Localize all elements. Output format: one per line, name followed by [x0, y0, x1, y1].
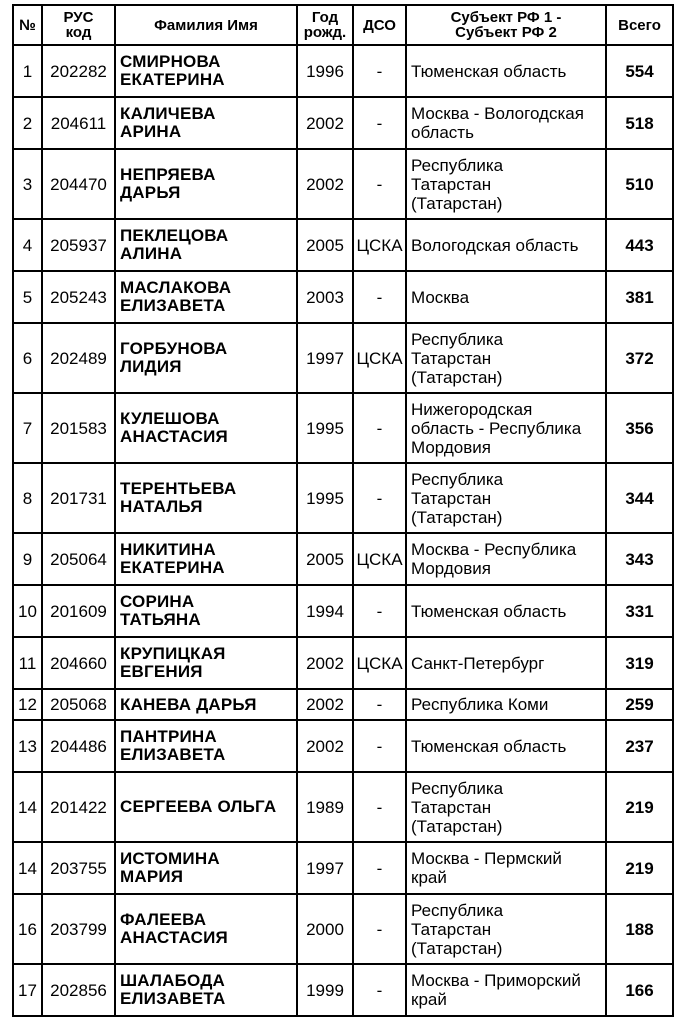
cell-region: Москва - Приморский край — [406, 964, 606, 1016]
cell-rank: 10 — [13, 585, 42, 637]
table-row — [13, 533, 673, 585]
cell-birth-year: 1989 — [297, 772, 353, 842]
cell-athlete-name: СОРИНА ТАТЬЯНА — [115, 585, 297, 637]
table-row — [13, 772, 673, 842]
cell-birth-year: 2002 — [297, 149, 353, 219]
cell-athlete-name: СМИРНОВА ЕКАТЕРИНА — [115, 45, 297, 97]
cell-total: 510 — [606, 149, 673, 219]
cell-total: 219 — [606, 772, 673, 842]
header-region: Субъект РФ 1 - Субъект РФ 2 — [406, 5, 606, 45]
table-row — [13, 894, 673, 964]
table-row — [13, 637, 673, 689]
cell-athlete-name: ТЕРЕНТЬЕВА НАТАЛЬЯ — [115, 463, 297, 533]
results-table — [12, 4, 674, 1017]
header-row — [13, 5, 673, 45]
table-body — [13, 45, 673, 1016]
cell-birth-year: 1995 — [297, 463, 353, 533]
table-row — [13, 720, 673, 772]
cell-rank: 11 — [13, 637, 42, 689]
table-row — [13, 271, 673, 323]
cell-dso: - — [353, 894, 406, 964]
cell-athlete-name: КАНЕВА ДАРЬЯ — [115, 689, 297, 720]
cell-total: 166 — [606, 964, 673, 1016]
cell-rank: 9 — [13, 533, 42, 585]
cell-birth-year: 1994 — [297, 585, 353, 637]
cell-total: 219 — [606, 842, 673, 894]
cell-region: Вологодская область — [406, 219, 606, 271]
table-row — [13, 149, 673, 219]
cell-dso: - — [353, 97, 406, 149]
cell-dso: - — [353, 964, 406, 1016]
cell-birth-year: 2002 — [297, 720, 353, 772]
cell-rus-code: 204486 — [42, 720, 115, 772]
cell-rus-code: 205068 — [42, 689, 115, 720]
cell-athlete-name: ПЕКЛЕЦОВА АЛИНА — [115, 219, 297, 271]
table-row — [13, 585, 673, 637]
cell-birth-year: 1997 — [297, 842, 353, 894]
cell-dso: ЦСКА — [353, 219, 406, 271]
table-row — [13, 964, 673, 1016]
cell-total: 331 — [606, 585, 673, 637]
cell-region: Тюменская область — [406, 720, 606, 772]
results-page — [12, 4, 674, 1017]
cell-rus-code: 203755 — [42, 842, 115, 894]
cell-rus-code: 203799 — [42, 894, 115, 964]
cell-region: Санкт-Петербург — [406, 637, 606, 689]
cell-athlete-name: МАСЛАКОВА ЕЛИЗАВЕТА — [115, 271, 297, 323]
cell-total: 554 — [606, 45, 673, 97]
cell-rus-code: 205937 — [42, 219, 115, 271]
cell-rus-code: 204660 — [42, 637, 115, 689]
table-row — [13, 45, 673, 97]
cell-rus-code: 204611 — [42, 97, 115, 149]
cell-birth-year: 2002 — [297, 97, 353, 149]
cell-dso: - — [353, 45, 406, 97]
cell-rus-code: 201731 — [42, 463, 115, 533]
cell-dso: - — [353, 585, 406, 637]
cell-athlete-name: НЕПРЯЕВА ДАРЬЯ — [115, 149, 297, 219]
cell-athlete-name: ФАЛЕЕВА АНАСТАСИЯ — [115, 894, 297, 964]
table-row — [13, 393, 673, 463]
cell-total: 372 — [606, 323, 673, 393]
cell-dso: - — [353, 149, 406, 219]
cell-rank: 17 — [13, 964, 42, 1016]
cell-dso: - — [353, 463, 406, 533]
cell-total: 259 — [606, 689, 673, 720]
cell-birth-year: 2003 — [297, 271, 353, 323]
cell-total: 518 — [606, 97, 673, 149]
cell-rank: 8 — [13, 463, 42, 533]
cell-athlete-name: НИКИТИНА ЕКАТЕРИНА — [115, 533, 297, 585]
cell-athlete-name: ШАЛАБОДА ЕЛИЗАВЕТА — [115, 964, 297, 1016]
cell-birth-year: 2002 — [297, 689, 353, 720]
cell-birth-year: 1996 — [297, 45, 353, 97]
header-code: РУС код — [42, 5, 115, 45]
cell-rank: 5 — [13, 271, 42, 323]
cell-rank: 1 — [13, 45, 42, 97]
cell-rank: 4 — [13, 219, 42, 271]
cell-total: 443 — [606, 219, 673, 271]
cell-rus-code: 205243 — [42, 271, 115, 323]
table-row — [13, 689, 673, 720]
cell-birth-year: 2005 — [297, 219, 353, 271]
cell-athlete-name: ГОРБУНОВА ЛИДИЯ — [115, 323, 297, 393]
cell-birth-year: 1997 — [297, 323, 353, 393]
cell-region: Москва - Вологодская область — [406, 97, 606, 149]
cell-athlete-name: ПАНТРИНА ЕЛИЗАВЕТА — [115, 720, 297, 772]
cell-rus-code: 202489 — [42, 323, 115, 393]
cell-rank: 2 — [13, 97, 42, 149]
header-total: Всего — [606, 5, 673, 45]
cell-rank: 16 — [13, 894, 42, 964]
cell-region: Республика Коми — [406, 689, 606, 720]
cell-rus-code: 202282 — [42, 45, 115, 97]
table-row — [13, 323, 673, 393]
cell-dso: ЦСКА — [353, 533, 406, 585]
cell-region: Республика Татарстан (Татарстан) — [406, 323, 606, 393]
cell-region: Нижегородская область - Республика Мордовия — [406, 393, 606, 463]
cell-rank: 14 — [13, 772, 42, 842]
cell-rank: 6 — [13, 323, 42, 393]
cell-athlete-name: КАЛИЧЕВА АРИНА — [115, 97, 297, 149]
table-row — [13, 97, 673, 149]
cell-total: 188 — [606, 894, 673, 964]
cell-birth-year: 2002 — [297, 637, 353, 689]
cell-total: 381 — [606, 271, 673, 323]
cell-rus-code: 202856 — [42, 964, 115, 1016]
cell-dso: ЦСКА — [353, 637, 406, 689]
cell-birth-year: 2005 — [297, 533, 353, 585]
cell-total: 319 — [606, 637, 673, 689]
cell-rank: 12 — [13, 689, 42, 720]
table-row — [13, 463, 673, 533]
cell-rank: 3 — [13, 149, 42, 219]
cell-rank: 14 — [13, 842, 42, 894]
cell-region: Республика Татарстан (Татарстан) — [406, 463, 606, 533]
cell-total: 343 — [606, 533, 673, 585]
cell-athlete-name: СЕРГЕЕВА ОЛЬГА — [115, 772, 297, 842]
cell-dso: - — [353, 772, 406, 842]
cell-region: Москва - Пермский край — [406, 842, 606, 894]
cell-rus-code: 201422 — [42, 772, 115, 842]
cell-total: 237 — [606, 720, 673, 772]
cell-athlete-name: ИСТОМИНА МАРИЯ — [115, 842, 297, 894]
cell-region: Республика Татарстан (Татарстан) — [406, 772, 606, 842]
cell-birth-year: 1999 — [297, 964, 353, 1016]
cell-birth-year: 1995 — [297, 393, 353, 463]
cell-rank: 13 — [13, 720, 42, 772]
cell-region: Москва — [406, 271, 606, 323]
cell-region: Республика Татарстан (Татарстан) — [406, 894, 606, 964]
cell-athlete-name: КУЛЕШОВА АНАСТАСИЯ — [115, 393, 297, 463]
cell-rus-code: 205064 — [42, 533, 115, 585]
cell-rus-code: 204470 — [42, 149, 115, 219]
cell-region: Тюменская область — [406, 45, 606, 97]
cell-rus-code: 201583 — [42, 393, 115, 463]
cell-region: Москва - Республика Мордовия — [406, 533, 606, 585]
header-num: № — [13, 5, 42, 45]
cell-dso: - — [353, 842, 406, 894]
cell-total: 356 — [606, 393, 673, 463]
cell-dso: - — [353, 271, 406, 323]
header-year: Год рожд. — [297, 5, 353, 45]
table-row — [13, 219, 673, 271]
table-row — [13, 842, 673, 894]
header-name: Фамилия Имя — [115, 5, 297, 45]
cell-birth-year: 2000 — [297, 894, 353, 964]
cell-rank: 7 — [13, 393, 42, 463]
cell-dso: - — [353, 689, 406, 720]
cell-rus-code: 201609 — [42, 585, 115, 637]
cell-athlete-name: КРУПИЦКАЯ ЕВГЕНИЯ — [115, 637, 297, 689]
cell-region: Республика Татарстан (Татарстан) — [406, 149, 606, 219]
cell-region: Тюменская область — [406, 585, 606, 637]
cell-dso: - — [353, 720, 406, 772]
cell-total: 344 — [606, 463, 673, 533]
cell-dso: ЦСКА — [353, 323, 406, 393]
cell-dso: - — [353, 393, 406, 463]
header-dso: ДСО — [353, 5, 406, 45]
